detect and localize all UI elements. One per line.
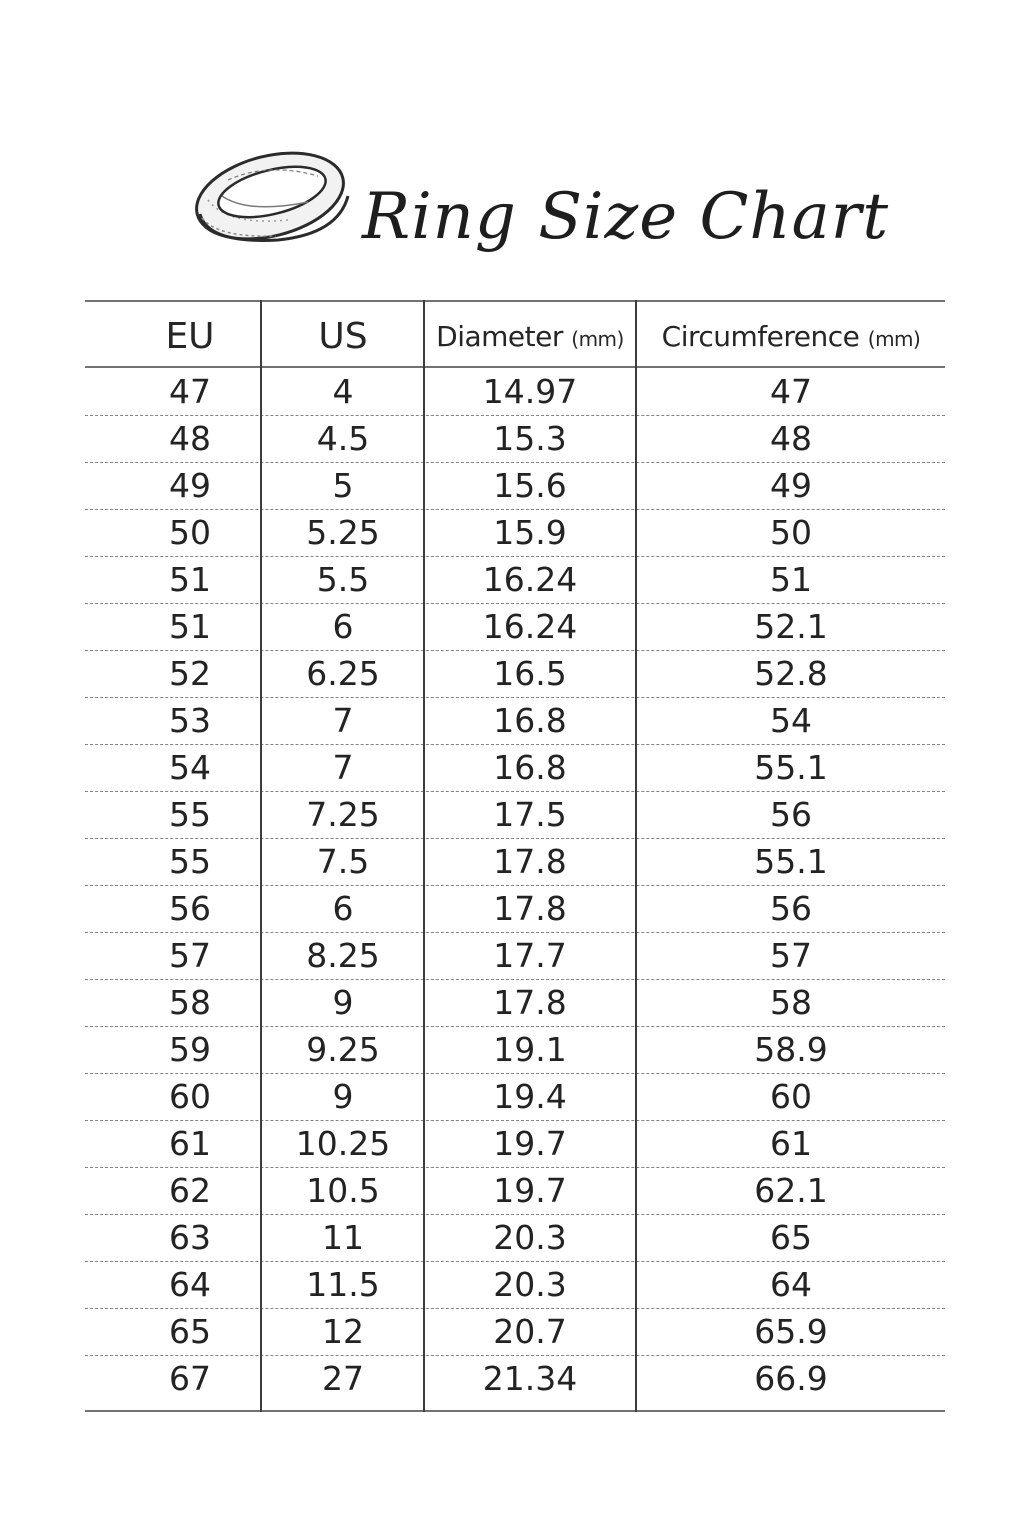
cell-eu: 51 [169, 560, 211, 599]
cell-circumference: 60 [770, 1077, 812, 1116]
cell-diameter: 16.5 [493, 654, 567, 693]
header-diameter-label: Diameter [436, 320, 563, 353]
cell-eu: 49 [169, 466, 211, 505]
cell-us: 5 [332, 466, 354, 505]
cell-diameter: 17.8 [493, 983, 567, 1022]
cell-diameter: 17.8 [493, 889, 567, 928]
ring-icon [188, 140, 358, 265]
table-row [85, 603, 945, 650]
cell-diameter: 17.5 [493, 795, 567, 834]
cell-circumference: 52.1 [754, 607, 828, 646]
header-diameter [425, 312, 635, 362]
cell-eu: 47 [169, 372, 211, 411]
cell-diameter: 15.9 [493, 513, 567, 552]
table-row [85, 415, 945, 462]
cell-eu: 65 [169, 1312, 211, 1351]
table-row [85, 838, 945, 885]
cell-diameter: 19.7 [493, 1171, 567, 1210]
table-row [85, 556, 945, 603]
cell-us: 4 [332, 372, 354, 411]
cell-diameter: 16.24 [482, 560, 578, 599]
cell-circumference: 50 [770, 513, 812, 552]
cell-us: 10.5 [306, 1171, 380, 1210]
cell-us: 9.25 [306, 1030, 380, 1069]
table-row [85, 1026, 945, 1073]
cell-circumference: 52.8 [754, 654, 828, 693]
cell-eu: 50 [169, 513, 211, 552]
cell-circumference: 56 [770, 889, 812, 928]
ring-size-table [85, 300, 945, 1412]
table-row [85, 1355, 945, 1402]
table-row [85, 1261, 945, 1308]
table-row [85, 1167, 945, 1214]
cell-us: 5.5 [316, 560, 370, 599]
cell-circumference: 55.1 [754, 748, 828, 787]
cell-eu: 59 [169, 1030, 211, 1069]
cell-circumference: 58 [770, 983, 812, 1022]
table-row [85, 697, 945, 744]
table-row [85, 462, 945, 509]
cell-us: 12 [322, 1312, 364, 1351]
cell-circumference: 49 [770, 466, 812, 505]
cell-diameter: 14.97 [482, 372, 578, 411]
page-title: Ring Size Chart [362, 180, 890, 254]
table-row [85, 932, 945, 979]
table-row [85, 1073, 945, 1120]
table-top-rule [85, 300, 945, 302]
cell-circumference: 66.9 [754, 1359, 828, 1398]
cell-diameter: 20.3 [493, 1218, 567, 1257]
cell-eu: 54 [169, 748, 211, 787]
cell-circumference: 47 [770, 372, 812, 411]
cell-us: 10.25 [295, 1124, 391, 1163]
cell-us: 9 [332, 1077, 354, 1116]
table-row [85, 885, 945, 932]
cell-us: 6 [332, 607, 354, 646]
table-row [85, 979, 945, 1026]
cell-eu: 53 [169, 701, 211, 740]
cell-circumference: 54 [770, 701, 812, 740]
cell-diameter: 19.1 [493, 1030, 567, 1069]
cell-circumference: 58.9 [754, 1030, 828, 1069]
cell-diameter: 17.7 [493, 936, 567, 975]
cell-eu: 56 [169, 889, 211, 928]
table-row [85, 509, 945, 556]
cell-us: 6.25 [306, 654, 380, 693]
cell-circumference: 51 [770, 560, 812, 599]
table-row [85, 1120, 945, 1167]
cell-us: 7.5 [316, 842, 370, 881]
cell-eu: 52 [169, 654, 211, 693]
header-us: US [318, 316, 368, 357]
cell-diameter: 16.24 [482, 607, 578, 646]
cell-diameter: 16.8 [493, 701, 567, 740]
cell-circumference: 64 [770, 1265, 812, 1304]
cell-diameter: 16.8 [493, 748, 567, 787]
cell-us: 9 [332, 983, 354, 1022]
cell-us: 5.25 [306, 513, 380, 552]
chart-header [0, 140, 1024, 280]
cell-diameter: 20.3 [493, 1265, 567, 1304]
cell-diameter: 20.7 [493, 1312, 567, 1351]
header-eu: EU [165, 316, 215, 357]
cell-us: 7 [332, 701, 354, 740]
cell-eu: 51 [169, 607, 211, 646]
cell-circumference: 57 [770, 936, 812, 975]
cell-diameter: 19.7 [493, 1124, 567, 1163]
cell-circumference: 55.1 [754, 842, 828, 881]
table-row [85, 1214, 945, 1261]
cell-eu: 67 [169, 1359, 211, 1398]
cell-eu: 57 [169, 936, 211, 975]
header-circumference-label: Circumference [661, 320, 860, 353]
cell-us: 6 [332, 889, 354, 928]
cell-eu: 63 [169, 1218, 211, 1257]
cell-eu: 55 [169, 795, 211, 834]
table-row [85, 650, 945, 697]
table-row [85, 744, 945, 791]
cell-circumference: 61 [770, 1124, 812, 1163]
cell-circumference: 65 [770, 1218, 812, 1257]
cell-us: 8.25 [306, 936, 380, 975]
cell-us: 27 [322, 1359, 364, 1398]
cell-circumference: 62.1 [754, 1171, 828, 1210]
table-row [85, 1308, 945, 1355]
cell-us: 4.5 [316, 419, 370, 458]
cell-diameter: 17.8 [493, 842, 567, 881]
cell-us: 7.25 [306, 795, 380, 834]
table-bottom-rule [85, 1410, 945, 1412]
header-circumference [637, 312, 945, 362]
table-row [85, 791, 945, 838]
cell-diameter: 19.4 [493, 1077, 567, 1116]
cell-us: 7 [332, 748, 354, 787]
cell-eu: 64 [169, 1265, 211, 1304]
cell-eu: 48 [169, 419, 211, 458]
cell-circumference: 65.9 [754, 1312, 828, 1351]
cell-us: 11.5 [306, 1265, 380, 1304]
cell-diameter: 15.6 [493, 466, 567, 505]
cell-eu: 55 [169, 842, 211, 881]
cell-eu: 61 [169, 1124, 211, 1163]
cell-eu: 62 [169, 1171, 211, 1210]
cell-eu: 60 [169, 1077, 211, 1116]
cell-circumference: 48 [770, 419, 812, 458]
cell-us: 11 [322, 1218, 364, 1257]
cell-diameter: 21.34 [482, 1359, 578, 1398]
cell-eu: 58 [169, 983, 211, 1022]
header-circumference-unit: (mm) [867, 327, 921, 351]
cell-circumference: 56 [770, 795, 812, 834]
table-row [85, 368, 945, 415]
header-diameter-unit: (mm) [571, 327, 624, 351]
cell-diameter: 15.3 [493, 419, 567, 458]
